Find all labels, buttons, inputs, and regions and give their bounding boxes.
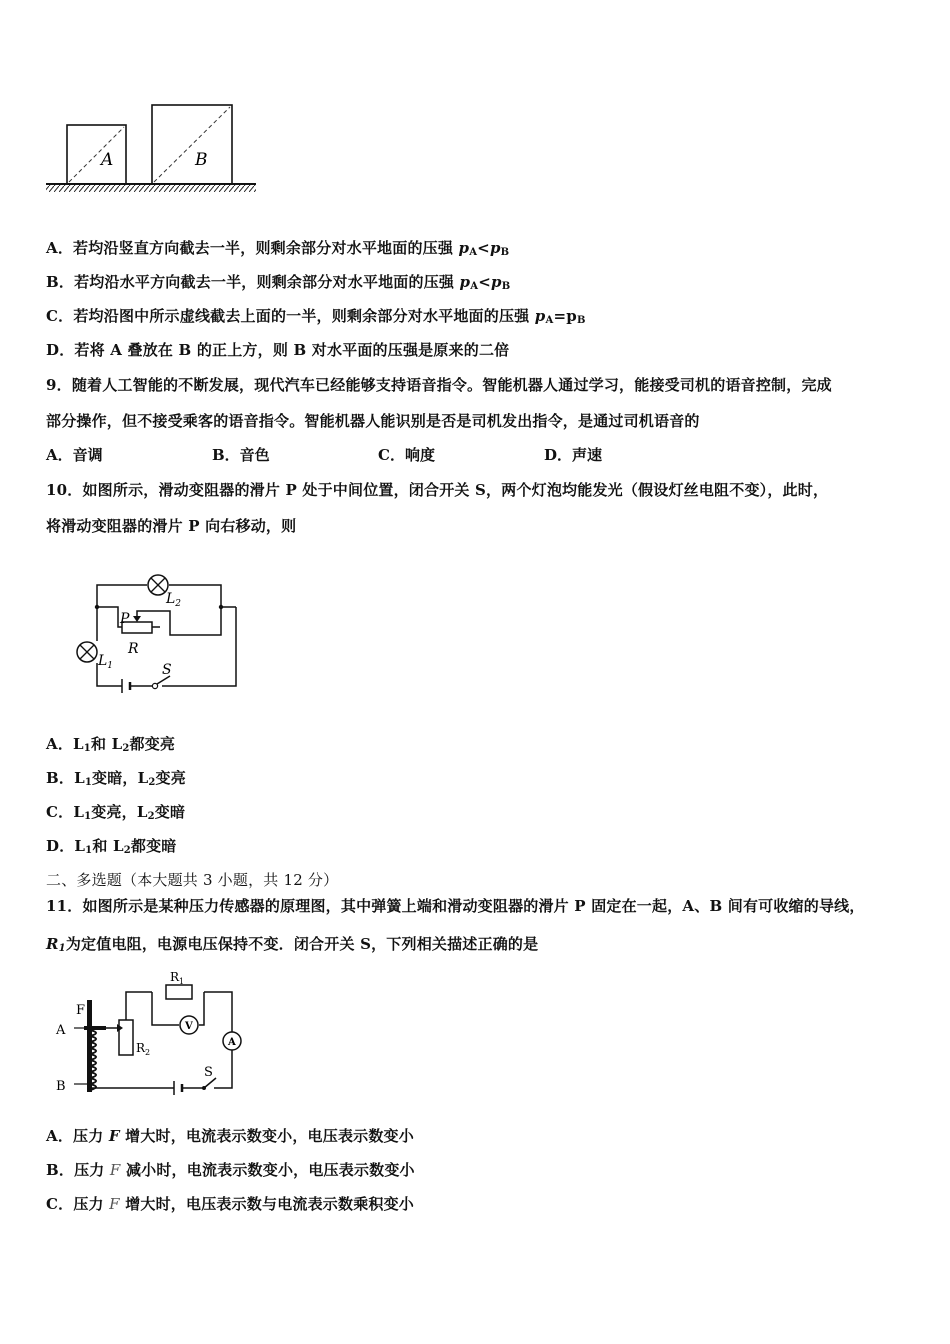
q11-stem-line2: $R_1$为定值电阻，电源电压保持不变．闭合开关 S，下列相关描述正确的是: [46, 935, 539, 954]
q9-option-d: D．声速: [544, 446, 603, 464]
circuit-figure-q10: [62, 566, 262, 696]
lamp-l2: [148, 575, 168, 595]
q10-option-d: D．$L_1$和 $L_2$都变暗: [46, 837, 177, 856]
lamp-l1: [77, 642, 97, 662]
q11-option-c: C．压力 F 增大时，电压表示数与电流表示数乘积变小: [46, 1195, 415, 1213]
blocks-figure: [44, 96, 284, 206]
q9-option-a: A．音调: [46, 446, 103, 464]
q11-stem-line1: 11．如图所示是某种压力传感器的原理图，其中弹簧上端和滑动变阻器的滑片 P 固定在一起，A、B 间有可收缩的导线，: [46, 897, 865, 915]
label-l2: $L_2$: [166, 591, 182, 609]
label-p: P: [120, 611, 130, 627]
block-b-label: B: [195, 150, 208, 170]
q11-option-a: A．压力 F 增大时，电流表示数变小，电压表示数变小: [46, 1127, 414, 1145]
block-a-label: A: [101, 150, 114, 170]
svg-text:V: V: [185, 1021, 193, 1032]
battery: [174, 1081, 182, 1095]
circuit-figure-q11: [54, 970, 254, 1100]
label-b: B: [56, 1079, 66, 1094]
label-r2: $R_2$: [136, 1041, 151, 1057]
ammeter: [223, 1032, 241, 1050]
q10-option-b: B．$L_1$变暗，$L_2$变亮: [46, 769, 186, 788]
q11-option-b: B．压力 F 减小时，电流表示数变小，电压表示数变小: [46, 1161, 415, 1179]
q10-option-a: A．$L_1$和 $L_2$都变亮: [46, 735, 176, 754]
label-f: F: [76, 1003, 86, 1018]
q9-options: [46, 444, 710, 465]
q8-option-d: D．若将 A 叠放在 B 的正上方，则 B 对水平面的压强是原来的二倍: [46, 341, 510, 359]
label-a: A: [56, 1023, 66, 1038]
label-s: S: [204, 1065, 213, 1080]
q10-stem-line1: 10．如图所示，滑动变阻器的滑片 P 处于中间位置，闭合开关 S，两个灯泡均能发光（假设灯丝电阻不变），此时，: [46, 481, 829, 499]
label-r: R: [128, 641, 139, 657]
q9-stem-line1: 9．随着人工智能的不断发展，现代汽车已经能够支持语音指令。智能机器人通过学习，能接受司机的语音控制，完成: [46, 376, 832, 394]
label-l1: $L_1$: [98, 653, 114, 671]
svg-text:A: A: [228, 1037, 236, 1048]
voltmeter: [180, 1016, 198, 1034]
q9-option-b: B．音色: [212, 446, 270, 464]
q8-option-b: B．若均沿水平方向截去一半，则剩余部分对水平地面的压强 $p_A<p_B$: [46, 273, 511, 292]
pressure-plate: [84, 1026, 106, 1030]
q10-option-c: C．$L_1$变亮，$L_2$变暗: [46, 803, 186, 822]
battery: [122, 679, 130, 693]
q9-stem-line2: 部分操作，但不接受乘客的语音指令。智能机器人能识别是否是司机发出指令，是通过司机语音的: [46, 412, 700, 430]
section-heading: 二、多选题（本大题共 3 小题，共 12 分）: [46, 871, 339, 889]
q8-option-c: C．若均沿图中所示虚线截去上面的一半，则剩余部分对水平地面的压强 $p_A=p_B$: [46, 307, 586, 326]
label-r1: $R_1$: [170, 970, 185, 986]
q9-option-c: C．响度: [378, 446, 435, 464]
q10-stem-line2: 将滑动变阻器的滑片 P 向右移动，则: [46, 517, 297, 535]
label-s: S: [162, 662, 172, 678]
q8-option-a: A．若均沿竖直方向截去一半，则剩余部分对水平地面的压强 $p_A<p_B$: [46, 239, 510, 258]
